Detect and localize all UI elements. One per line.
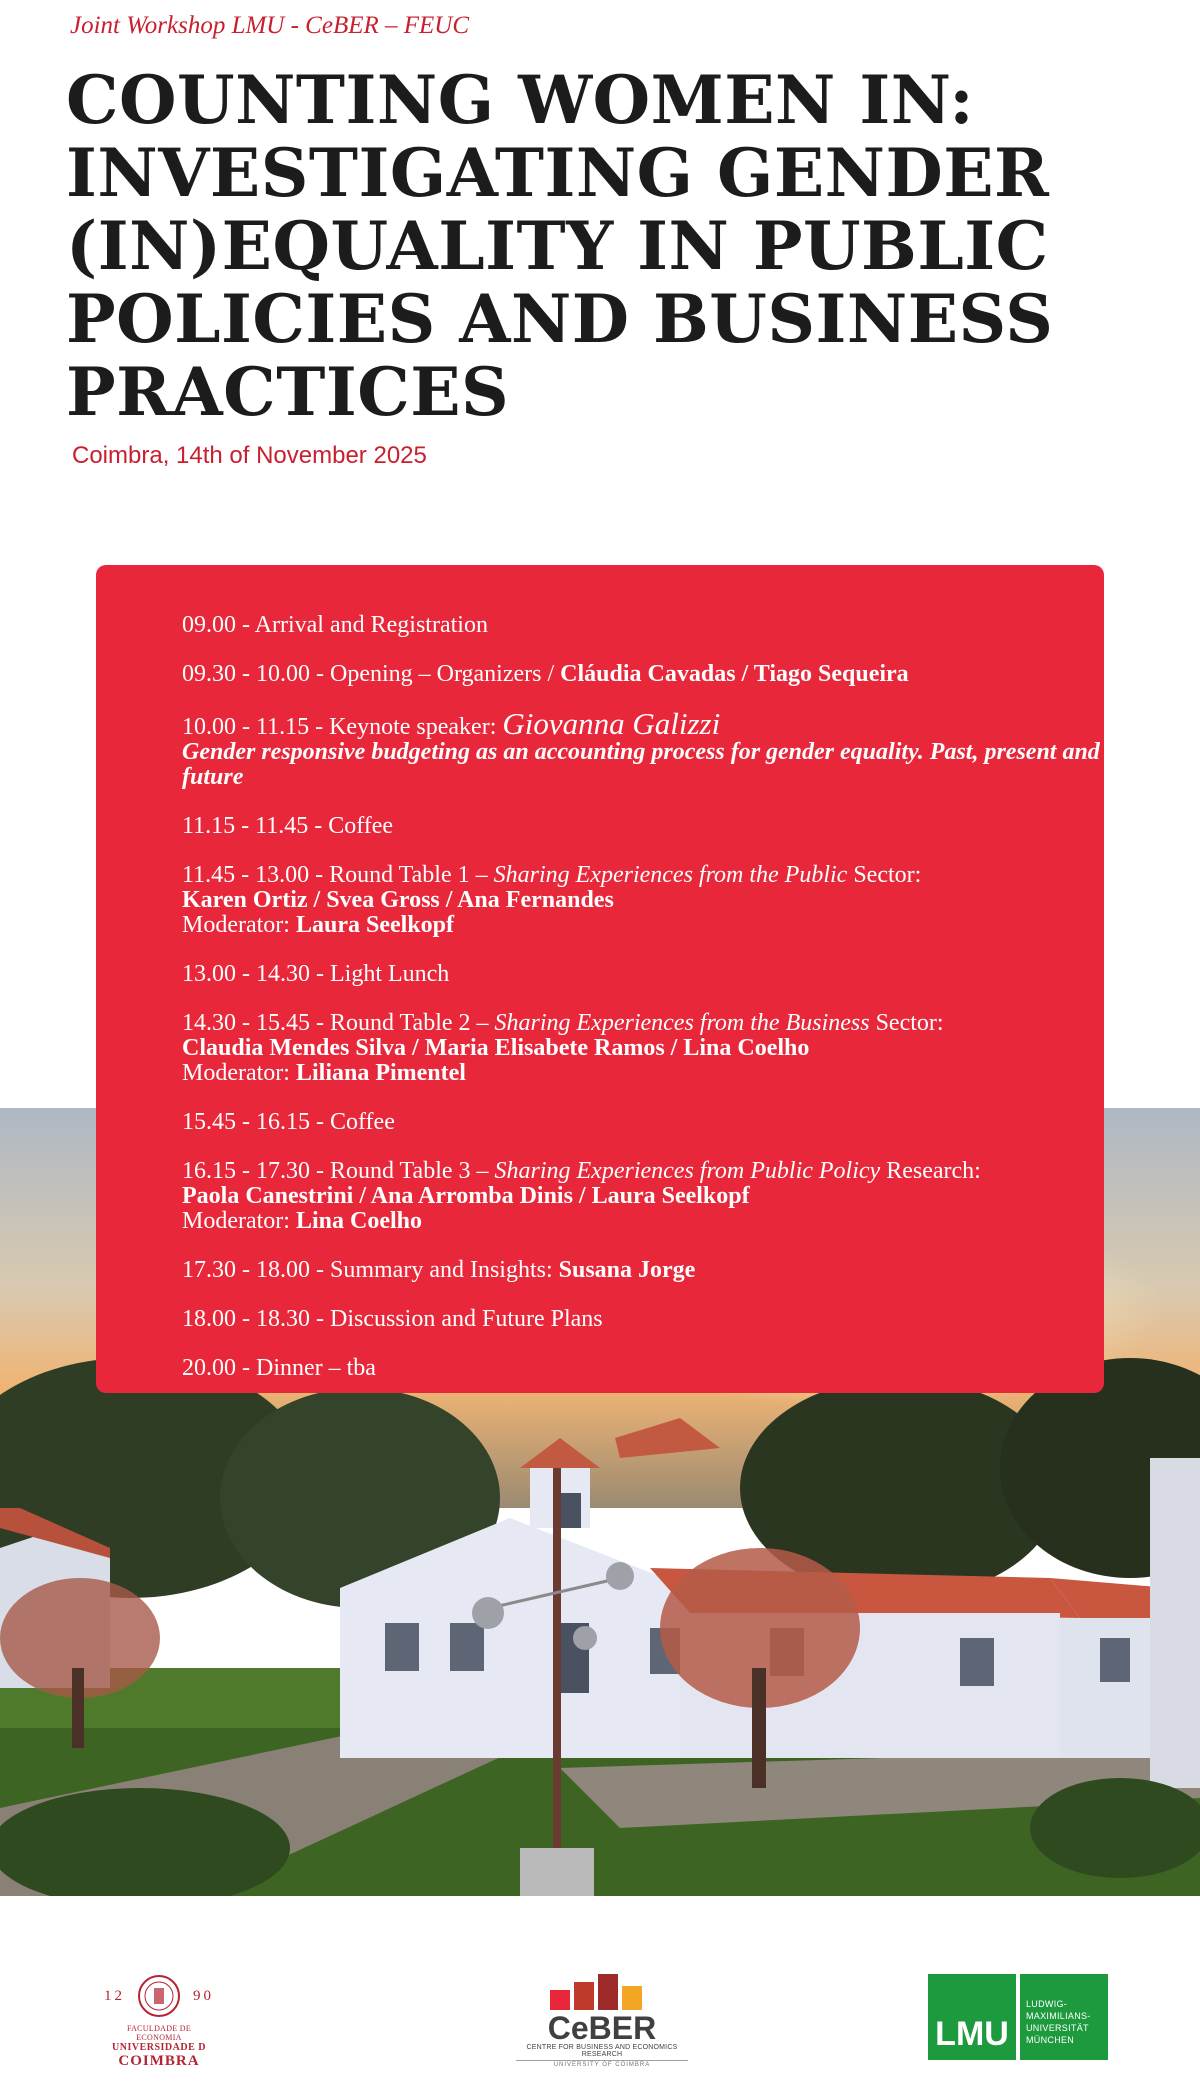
program-item bbox=[182, 962, 1104, 987]
title-line: INVESTIGATING GENDER bbox=[66, 134, 1050, 212]
uc-university: UNIVERSIDADE D bbox=[112, 2042, 206, 2053]
program-time: 16.15 - 17.30 - Round Table 3 – bbox=[182, 1158, 495, 1184]
ceber-bars-icon bbox=[516, 1974, 688, 2010]
program-time: 17.30 - 18.00 - Summary and Insights: bbox=[182, 1257, 559, 1283]
program-time: 10.00 - 11.15 - Keynote speaker: bbox=[182, 714, 503, 740]
round-table-theme: Sharing Experiences from the Public bbox=[493, 862, 848, 888]
page-title bbox=[66, 61, 1166, 431]
lmu-name-line: UNIVERSITÄT bbox=[1026, 2023, 1089, 2033]
workshop-line: Joint Workshop LMU - CeBER – FEUC bbox=[70, 12, 470, 39]
program-time: 11.15 - 11.45 - Coffee bbox=[182, 813, 394, 839]
program-time: 14.30 - 15.45 - Round Table 2 – bbox=[182, 1010, 495, 1036]
footer-logos bbox=[0, 1896, 1200, 2089]
round-table-sector: Sector: bbox=[847, 862, 922, 888]
title-line: (IN)EQUALITY IN PUBLIC bbox=[66, 207, 1049, 285]
moderator-name: Laura Seelkopf bbox=[295, 912, 454, 938]
program-time: 20.00 - Dinner – tba bbox=[182, 1355, 376, 1381]
program-names: Cláudia Cavadas / Tiago Sequeira bbox=[560, 661, 909, 687]
uc-year-left: 12 bbox=[104, 1987, 125, 2004]
uc-city: COIMBRA bbox=[118, 2053, 200, 2069]
moderator-name: Lina Coelho bbox=[295, 1208, 422, 1234]
moderator-label: Moderator: bbox=[182, 1060, 296, 1086]
program-item bbox=[182, 662, 1104, 687]
program-names: Susana Jorge bbox=[558, 1257, 696, 1283]
program-item bbox=[182, 1159, 1104, 1234]
uc-seal-icon bbox=[137, 1974, 181, 2018]
uc-year bbox=[104, 1974, 214, 2018]
program-item bbox=[182, 1356, 1104, 1381]
ceber-logo bbox=[516, 1974, 688, 2068]
program-time: 11.45 - 13.00 - Round Table 1 – bbox=[182, 862, 494, 888]
ceber-tagline: CENTRE FOR BUSINESS AND ECONOMICS RESEARCH bbox=[526, 2044, 678, 2058]
lmu-university-name bbox=[1020, 1974, 1108, 2060]
keynote-talk-title: Gender responsive budgeting as an accounting process for gender equality. Past, present and future bbox=[182, 739, 1100, 790]
program-time: 09.00 - Arrival and Registration bbox=[182, 612, 488, 638]
title-line: COUNTING WOMEN IN: bbox=[66, 61, 975, 139]
lmu-wordmark: LMU bbox=[928, 1974, 1016, 2060]
program-names: Paola Canestrini / Ana Arromba Dinis / Laura Seelkopf bbox=[182, 1183, 750, 1209]
program-time: 18.00 - 18.30 - Discussion and Future Plans bbox=[182, 1306, 603, 1332]
program-item bbox=[182, 1258, 1104, 1283]
lmu-name-line: MÜNCHEN bbox=[1026, 2035, 1075, 2045]
ceber-wordmark: CeBER bbox=[547, 2010, 657, 2046]
uc-faculty: FACULDADE DE ECONOMIA bbox=[126, 2024, 192, 2042]
program-item bbox=[182, 1307, 1104, 1332]
keynote-speaker: Giovanna Galizzi bbox=[502, 706, 721, 741]
moderator-name: Liliana Pimentel bbox=[295, 1060, 466, 1086]
program-time: 09.30 - 10.00 - Opening – Organizers / bbox=[182, 661, 561, 687]
program-item bbox=[182, 1110, 1104, 1135]
round-table-sector: Sector: bbox=[869, 1010, 944, 1036]
program-card bbox=[96, 565, 1104, 1393]
uc-year-right: 90 bbox=[193, 1987, 214, 2004]
program-item bbox=[182, 1011, 1104, 1086]
ceber-university: UNIVERSITY OF COIMBRA bbox=[516, 2060, 688, 2068]
program-item bbox=[182, 814, 1104, 839]
program-item bbox=[182, 863, 1104, 938]
lmu-name-line: LUDWIG- bbox=[1026, 1999, 1068, 2009]
round-table-sector: Research: bbox=[880, 1158, 981, 1184]
event-date: Coimbra, 14th of November 2025 bbox=[72, 442, 427, 469]
title-line: POLICIES AND BUSINESS bbox=[66, 280, 1054, 358]
program-item bbox=[182, 613, 1104, 638]
round-table-theme: Sharing Experiences from the Business bbox=[494, 1010, 870, 1036]
moderator-label: Moderator: bbox=[182, 912, 296, 938]
program-time: 13.00 - 14.30 - Light Lunch bbox=[182, 961, 450, 987]
lmu-logo bbox=[928, 1974, 1108, 2060]
program-time: 15.45 - 16.15 - Coffee bbox=[182, 1109, 395, 1135]
moderator-label: Moderator: bbox=[182, 1208, 296, 1234]
uc-logo bbox=[104, 1974, 214, 2070]
round-table-theme: Sharing Experiences from Public Policy bbox=[494, 1158, 881, 1184]
program-names: Claudia Mendes Silva / Maria Elisabete Ramos / Lina Coelho bbox=[182, 1035, 810, 1061]
program-item bbox=[182, 706, 1104, 790]
lmu-name-line: MAXIMILIANS- bbox=[1026, 2011, 1091, 2021]
program-names: Karen Ortiz / Svea Gross / Ana Fernandes bbox=[182, 887, 614, 913]
title-line: PRACTICES bbox=[66, 353, 510, 431]
